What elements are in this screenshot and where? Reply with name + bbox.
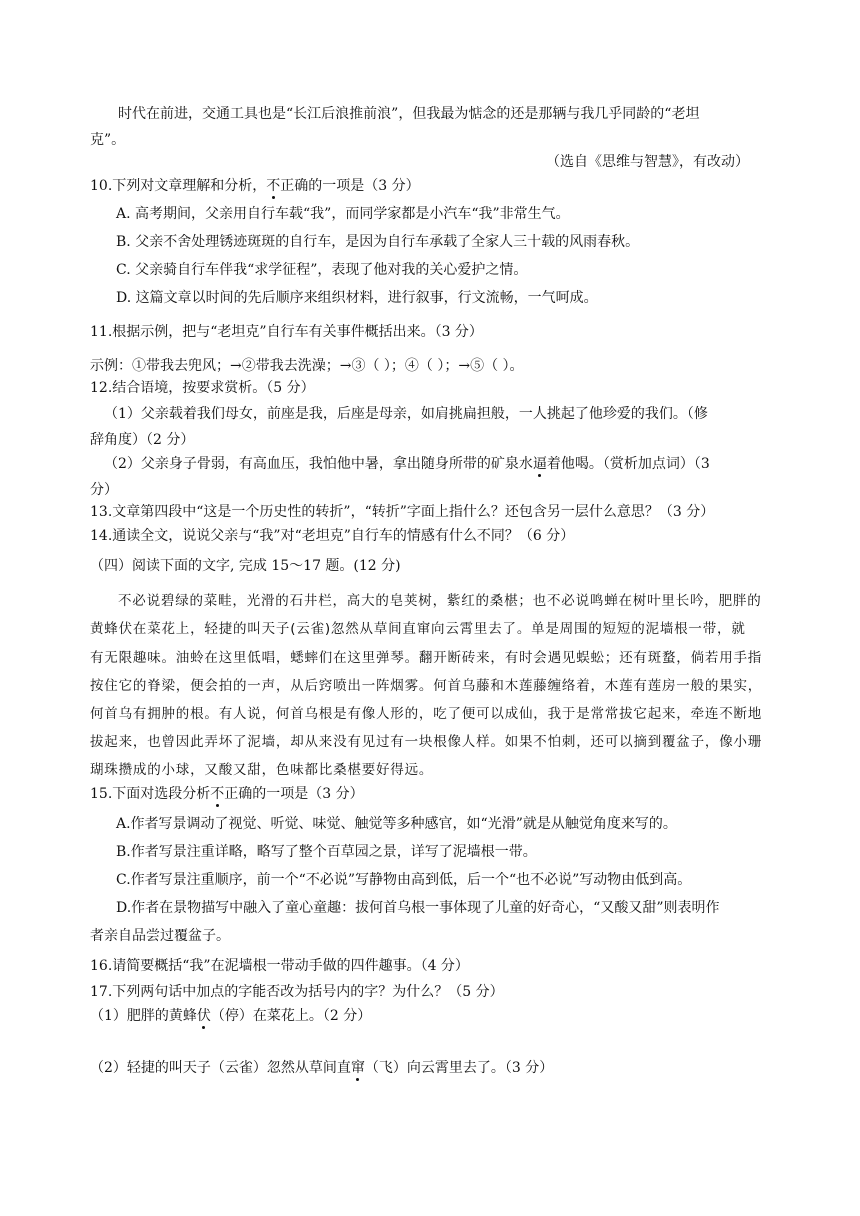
question-10-option-c: C. 父亲骑自行车伴我“求学征程”，表现了他对我的关心爱护之情。 <box>116 262 528 278</box>
section-4-passage-line-2: 黄蜂伏在菜花上，轻捷的叫天子(云雀)忽然从草间直窜向云霄里去了。单是周围的短短的泥墙根一带，就 <box>90 621 746 637</box>
passage-last-paragraph-line-2: 克”。 <box>90 132 126 148</box>
question-11-stem: 11.根据示例，把与“老坦克”自行车有关事件概括出来。（3 分） <box>90 324 483 340</box>
question-15-option-d-line-1: D.作者在景物描写中融入了童心童趣：拔何首乌根一事体现了儿童的好奇心，“又酸又甜”则表明作 <box>116 900 720 916</box>
question-17-stem: 17.下列两句话中加点的字能否改为括号内的字？为什么？（5 分） <box>90 984 504 1000</box>
passage-source: （选自《思维与智慧》，有改动） <box>546 154 749 170</box>
question-12-stem: 12.结合语境，按要求赏析。（5 分） <box>90 380 315 396</box>
section-4-passage-line-1: 不必说碧绿的菜畦，光滑的石井栏，高大的皂荚树，紫红的桑椹；也不必说鸣蝉在树叶里长吟，肥胖的 <box>118 593 762 609</box>
question-10-stem: 10.下列对文章理解和分析，不正确的一项是（3 分） <box>90 178 420 194</box>
question-10-option-b: B. 父亲不舍处理锈迹斑斑的自行车，是因为自行车承载了全家人三十载的风雨春秋。 <box>116 234 640 250</box>
question-11-example: 示例：①带我去兜风；→②带我去洗澡；→③（ ）；④（ ）；→⑤（ ）。 <box>90 358 524 374</box>
emphasis-dot-char: 不 <box>210 786 225 802</box>
section-4-passage-line-6: 拔起来，也曾因此弄坏了泥墙，却从来没有见过有一块根像人样。如果不怕刺，还可以摘到覆盆子，像小珊 <box>90 734 763 750</box>
question-15-option-d-line-2: 者亲自品尝过覆盆子。 <box>90 928 230 944</box>
emphasis-dot-char: 不 <box>266 178 281 194</box>
question-14-stem: 14.通读全文，说说父亲与“我”对“老坦克”自行车的情感有什么不同？（6 分） <box>90 528 575 544</box>
question-10-option-d: D. 这篇文章以时间的先后顺序来组织材料，进行叙事，行文流畅，一气呵成。 <box>116 290 598 306</box>
passage-last-paragraph-line-1: 时代在前进，交通工具也是“长江后浪推前浪”，但我最为惦念的还是那辆与我几乎同龄的“老坦 <box>118 106 700 122</box>
section-4-passage-line-3: 有无限趣味。油蛉在这里低唱，蟋蟀们在这里弹琴。翻开断砖来，有时会遇见蜈蚣；还有斑蝥，倘若用手指 <box>90 650 763 666</box>
emphasis-dot-char: 伏 <box>196 1008 211 1024</box>
question-17-sub-2: （2）轻捷的叫天子（云雀）忽然从草间直窜（飞）向云霄里去了。（3 分） <box>90 1060 554 1076</box>
section-4-passage-line-7: 瑚珠攒成的小球，又酸又甜，色味都比桑椹要好得远。 <box>90 762 434 778</box>
question-15-option-c: C.作者写景注重顺序，前一个“不必说”写静物由高到低，后一个“也不必说”写动物由低到高。 <box>116 872 692 888</box>
question-12-sub-2-line-2: 分） <box>90 482 118 498</box>
question-16-stem: 16.请简要概括“我”在泥墙根一带动手做的四件趣事。（4 分） <box>90 958 469 974</box>
question-15-option-b: B.作者写景注重详略，略写了整个百草园之景，详写了泥墙根一带。 <box>116 844 537 860</box>
section-4-heading: （四）阅读下面的文字, 完成 15～17 题。(12 分) <box>90 558 401 574</box>
question-17-sub-1: （1）肥胖的黄蜂伏（停）在菜花上。（2 分） <box>90 1008 372 1024</box>
section-4-passage-line-4: 按住它的脊梁，便会拍的一声，从后窍喷出一阵烟雾。何首乌藤和木莲藤缠络着，木莲有莲房一般的果实， <box>90 678 763 694</box>
question-12-sub-1-line-2: 辞角度）（2 分） <box>90 432 195 448</box>
emphasis-dot-char: 窜 <box>350 1060 365 1076</box>
question-13-stem: 13.文章第四段中“这是一个历史性的转折”，“转折”字面上指什么？还包含另一层什么意思？（3 分） <box>90 504 715 520</box>
question-12-sub-1-line-1: （1）父亲载着我们母女，前座是我，后座是母亲，如肩挑扁担般，一人挑起了他珍爱的我们。（修 <box>104 406 708 422</box>
section-4-passage-line-5: 何首乌有拥肿的根。有人说，何首乌根是有像人形的，吃了便可以成仙，我于是常常拔它起来，牵连不断地 <box>90 706 763 722</box>
question-10-option-a: A. 高考期间，父亲用自行车载“我”，而同学家都是小汽车“我”非常生气。 <box>116 206 570 222</box>
emphasis-dot-char: 逼 <box>532 456 547 472</box>
question-12-sub-2-line-1: （2）父亲身子骨弱，有高血压，我怕他中暑，拿出随身所带的矿泉水逼着他喝。（赏析加点词）（3 <box>104 456 710 472</box>
question-15-stem: 15.下面对选段分析不正确的一项是（3 分） <box>90 786 364 802</box>
question-15-option-a: A.作者写景调动了视觉、听觉、味觉、触觉等多种感官，如“光滑”就是从触觉角度来写的。 <box>116 816 677 832</box>
